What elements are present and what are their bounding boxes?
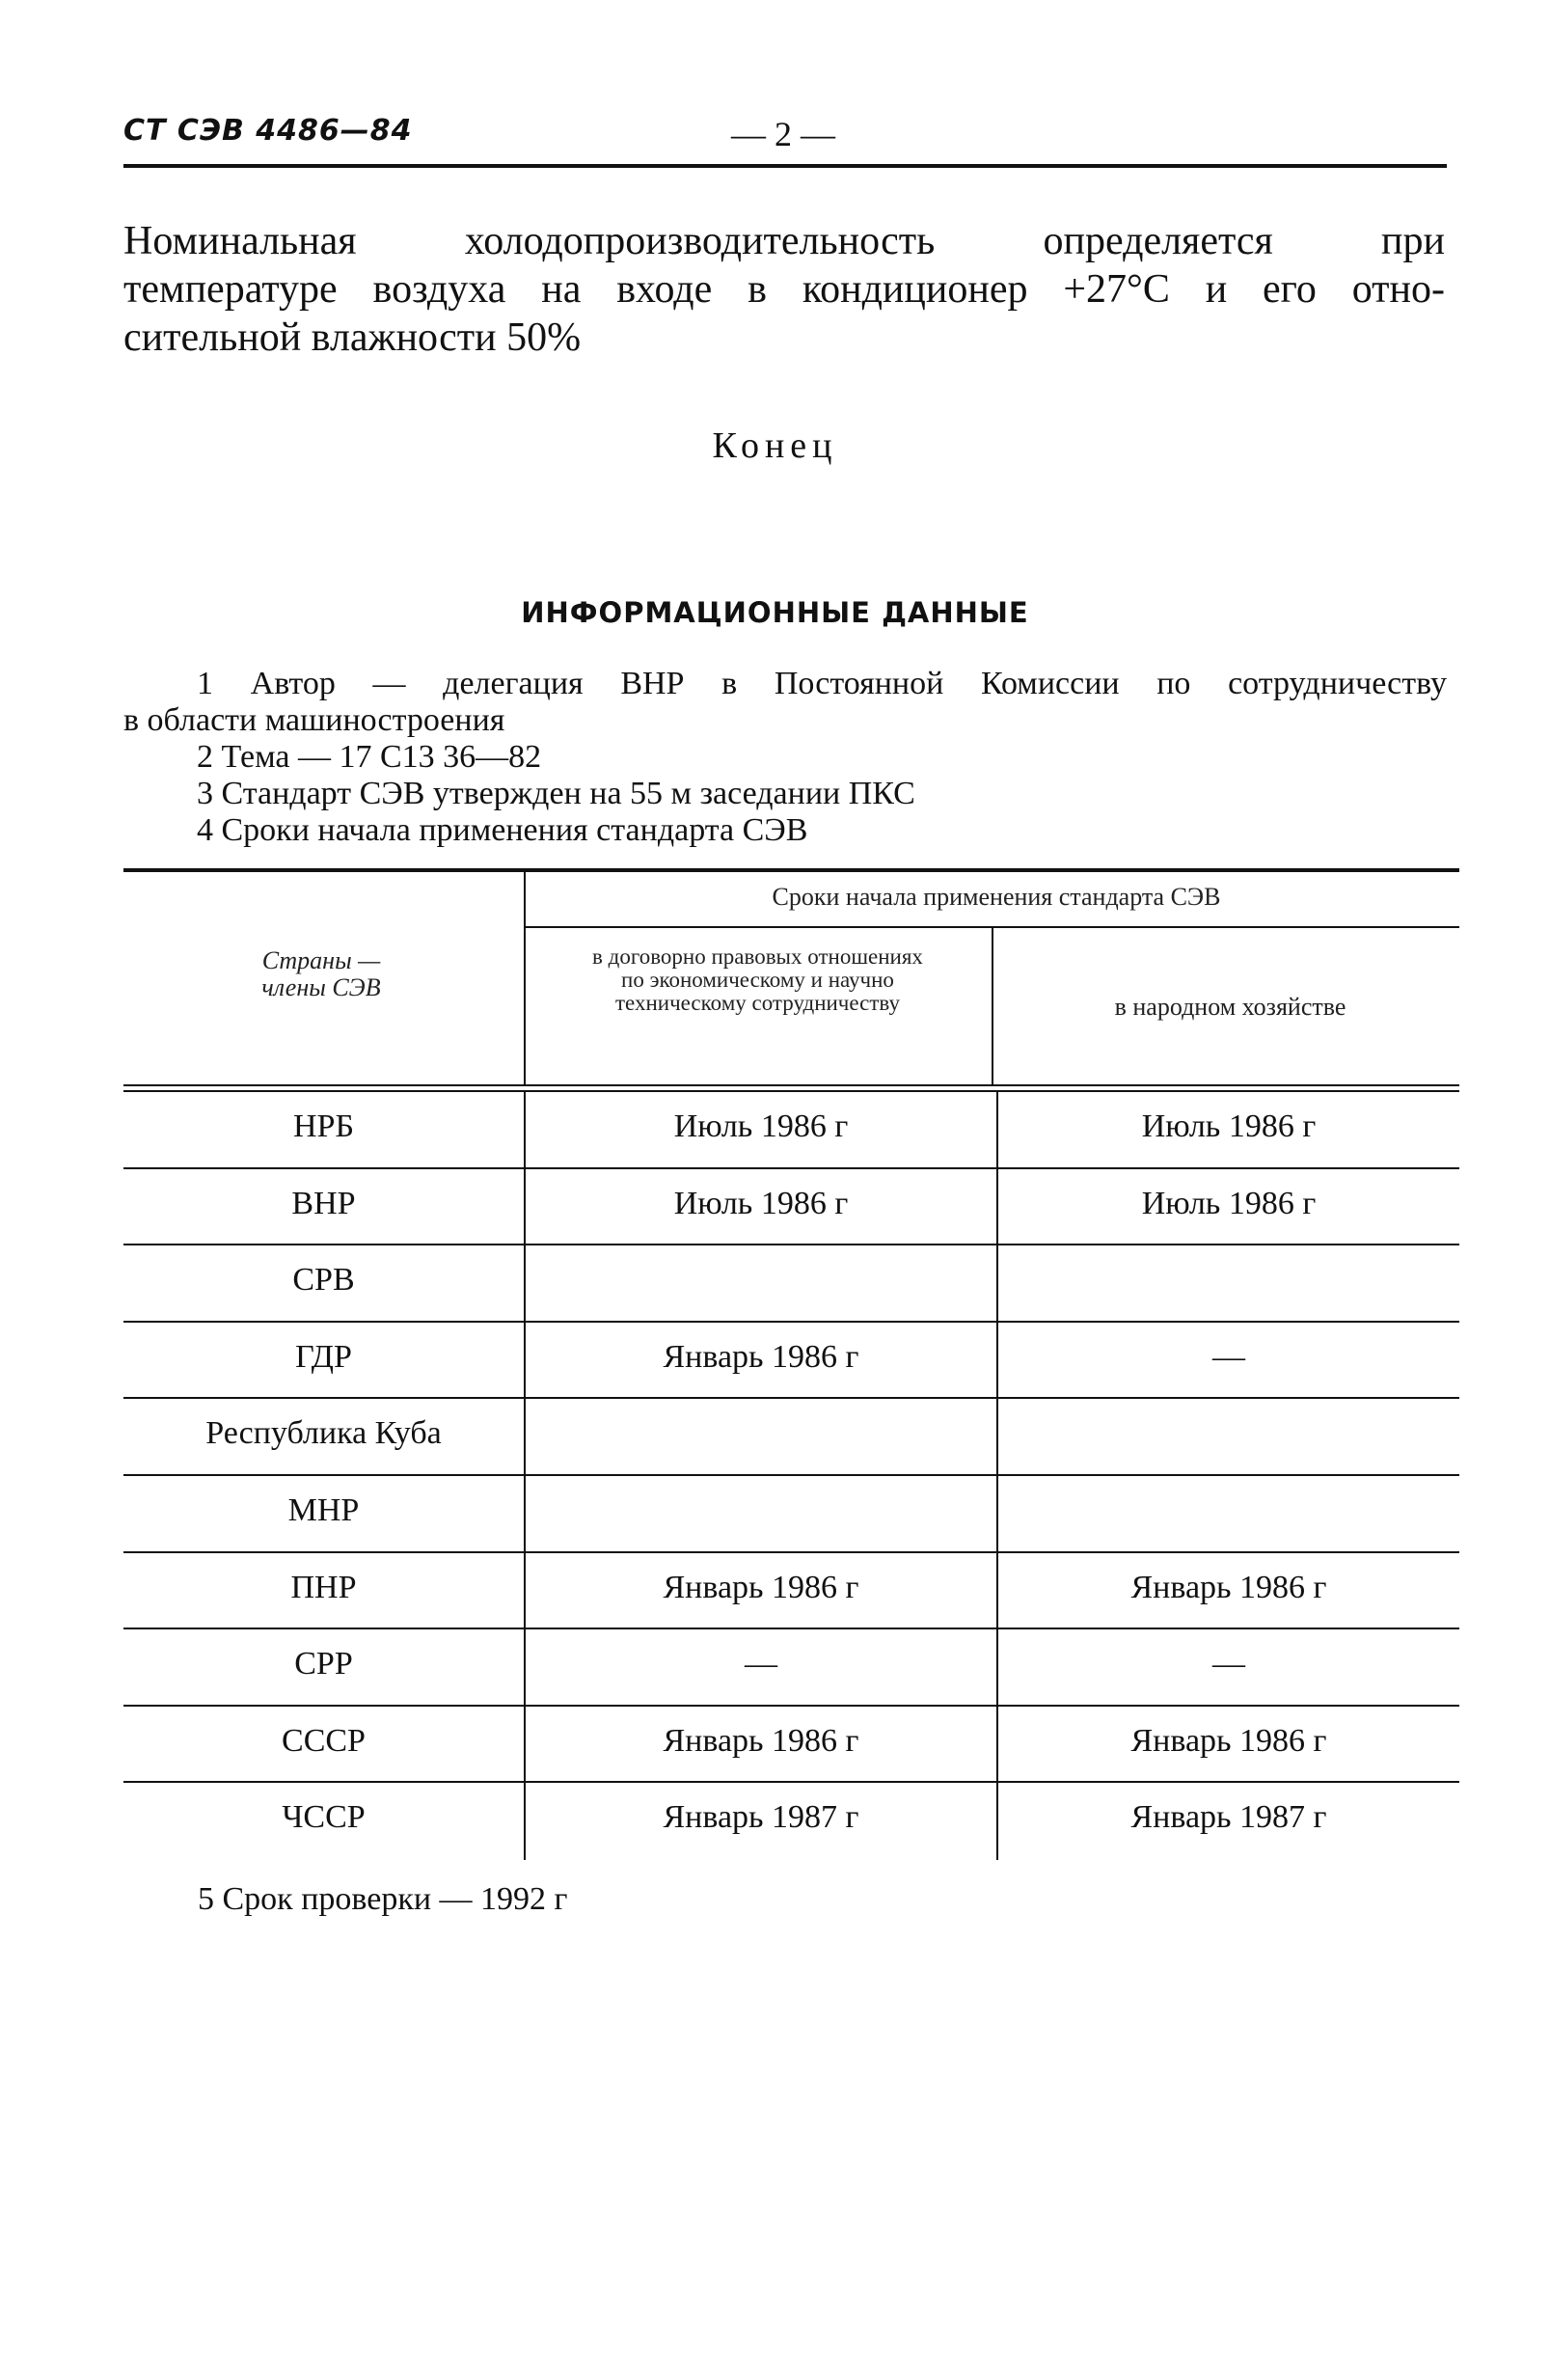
row-rule bbox=[123, 1167, 1459, 1169]
cell-national: — bbox=[1212, 1646, 1245, 1682]
row-rule bbox=[123, 1474, 1459, 1476]
cell-country: ВНР bbox=[291, 1185, 356, 1221]
table-top-rule bbox=[123, 868, 1459, 872]
cell-country: ПНР bbox=[290, 1569, 357, 1605]
row-rule bbox=[123, 1628, 1459, 1629]
cell-contract: Январь 1987 г bbox=[663, 1799, 859, 1836]
cell-national: Июль 1986 г bbox=[1141, 1185, 1317, 1221]
header-bottom-rule-1 bbox=[123, 1084, 1459, 1086]
cell-contract: — bbox=[745, 1646, 777, 1682]
info-item-1-line-2: в области машиностроения bbox=[123, 702, 505, 738]
cell-contract: Июль 1986 г bbox=[673, 1185, 849, 1221]
col-header-national: в народном хозяйстве bbox=[1114, 993, 1346, 1021]
header-divider-subcols bbox=[992, 928, 993, 1084]
cell-national: Январь 1986 г bbox=[1130, 1569, 1327, 1605]
implementation-table bbox=[123, 868, 1464, 1862]
cell-country: СРВ bbox=[292, 1262, 355, 1299]
row-rule bbox=[123, 1781, 1459, 1783]
cell-country: СРР bbox=[294, 1646, 353, 1682]
cell-country: МНР bbox=[287, 1492, 360, 1528]
cell-country: ГДР bbox=[295, 1338, 352, 1375]
review-date: 5 Срок проверки — 1992 г bbox=[198, 1881, 568, 1917]
section-title: ИНФОРМАЦИОННЫЕ ДАННЫЕ bbox=[521, 596, 1029, 629]
cell-country: СССР bbox=[282, 1722, 366, 1759]
cell-country: Республика Куба bbox=[205, 1415, 442, 1452]
row-rule bbox=[123, 1551, 1459, 1553]
info-list bbox=[123, 666, 1447, 849]
intro-line-1: Номинальная холодопроизводительность определяется при bbox=[123, 219, 1445, 263]
cell-national: Январь 1986 г bbox=[1130, 1722, 1327, 1759]
intro-line-2: температуре воздуха на входе в кондиционер +27°С и его отно- bbox=[123, 267, 1445, 312]
intro-paragraph bbox=[123, 217, 1445, 362]
page-header bbox=[123, 114, 1445, 172]
cell-contract: Январь 1986 г bbox=[663, 1569, 859, 1605]
header-divider-country bbox=[524, 872, 526, 1084]
row-rule bbox=[123, 1397, 1459, 1399]
document-code: СТ СЭВ 4486—84 bbox=[123, 114, 413, 148]
info-item-1-line-1: 1 Автор — делегация ВНР в Постоянной Комиссии по сотрудничеству bbox=[197, 666, 1447, 701]
cell-contract: Июль 1986 г bbox=[673, 1108, 849, 1144]
end-mark: Конец bbox=[712, 425, 838, 466]
header-bottom-rule-2 bbox=[123, 1090, 1459, 1092]
cell-national: Июль 1986 г bbox=[1141, 1108, 1317, 1144]
info-item-2: 2 Тема — 17 С13 36—82 bbox=[197, 739, 542, 775]
intro-line-3: сительной влажности 50% bbox=[123, 315, 582, 360]
col-header-contract: в договорно правовых отношениях по экономическому и научно техническому сотрудничеству bbox=[592, 944, 923, 1015]
row-rule bbox=[123, 1705, 1459, 1707]
info-item-4: 4 Сроки начала применения стандарта СЭВ bbox=[197, 812, 808, 848]
cell-contract: Январь 1986 г bbox=[663, 1722, 859, 1759]
cell-national: Январь 1987 г bbox=[1130, 1799, 1327, 1836]
cell-country: ЧССР bbox=[282, 1799, 366, 1836]
cell-national: — bbox=[1212, 1338, 1245, 1375]
row-rule bbox=[123, 1321, 1459, 1323]
header-rule bbox=[123, 164, 1447, 168]
info-item-3: 3 Стандарт СЭВ утвержден на 55 м заседании ПКС bbox=[197, 776, 915, 811]
row-rule bbox=[123, 1244, 1459, 1245]
page-number: — 2 — bbox=[731, 115, 835, 153]
cell-contract: Январь 1986 г bbox=[663, 1338, 859, 1375]
cell-country: НРБ bbox=[293, 1108, 354, 1144]
col-header-country: Страны — члены СЭВ bbox=[261, 946, 381, 1001]
group-header: Сроки начала применения стандарта СЭВ bbox=[772, 883, 1221, 911]
header-group-rule bbox=[524, 926, 1459, 928]
